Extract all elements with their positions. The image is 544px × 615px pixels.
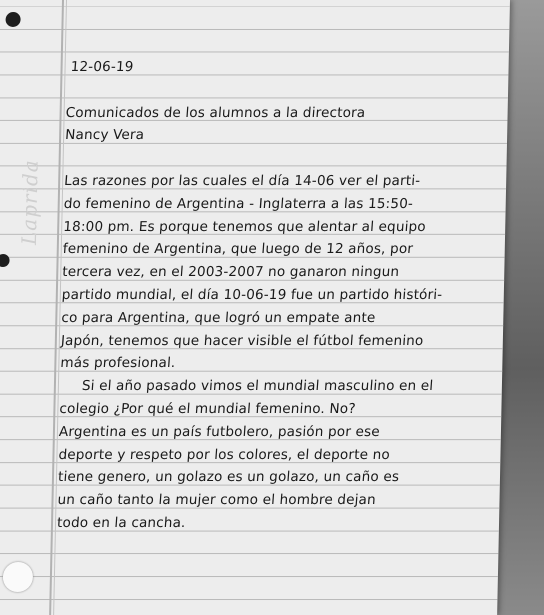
paragraph-2-line: Si el año pasado vimos el mundial masculino en el bbox=[81, 378, 434, 395]
heading-line-1: Comunicados de los alumnos a la directora bbox=[65, 104, 366, 121]
heading-line-2: Nancy Vera bbox=[64, 127, 145, 144]
paragraph-2-line: deporte y respeto por los colores, el deporte no bbox=[57, 446, 391, 463]
paragraph-1-line: femenino de Argentina, que luego de 12 años, por bbox=[62, 241, 414, 258]
paragraph-1-line: tercera vez, en el 2003-2007 no ganaron ningun bbox=[61, 264, 400, 281]
paragraph-2-line: un caño tanto la mujer como el hombre dejan bbox=[56, 492, 377, 509]
paragraph-1-line: más profesional. bbox=[59, 355, 176, 372]
paragraph-2-line: todo en la cancha. bbox=[56, 514, 187, 531]
paragraph-2-line: colegio ¿Por qué el mundial femenino. No? bbox=[58, 400, 357, 417]
binder-hole-bottom bbox=[3, 562, 34, 592]
paragraph-1-line: Japón, tenemos que hacer visible el fútbol femenino bbox=[60, 332, 425, 349]
paragraph-1-line: partido mundial, el día 10-06-19 fue un partido históri- bbox=[61, 286, 443, 303]
paragraph-2-line: tiene genero, un golazo es un golazo, un caño es bbox=[57, 469, 400, 486]
paragraph-1 bbox=[60, 170, 504, 375]
blank-line bbox=[66, 79, 506, 102]
paragraph-2 bbox=[57, 375, 500, 535]
paragraph-1-line: co para Argentina, que logró un empate ante bbox=[60, 309, 377, 326]
paragraph-1-line: 18:00 pm. Es porque tenemos que alentar al equipo bbox=[62, 218, 427, 235]
paragraph-2-line: Argentina es un país futbolero, pasión por ese bbox=[58, 423, 381, 440]
binder-hole-middle bbox=[0, 254, 10, 267]
brand-watermark: Laprida bbox=[16, 159, 43, 245]
binder-hole-top bbox=[5, 12, 20, 27]
paragraph-1-line: Las razones por las cuales el día 14-06 ver el parti- bbox=[63, 172, 421, 189]
paragraph-1-line: do femenino de Argentina - Inglaterra a las 15:50- bbox=[63, 195, 414, 212]
blank-line bbox=[64, 147, 504, 170]
handwritten-letter bbox=[57, 56, 507, 535]
letter-date: 12-06-19 bbox=[70, 59, 135, 75]
